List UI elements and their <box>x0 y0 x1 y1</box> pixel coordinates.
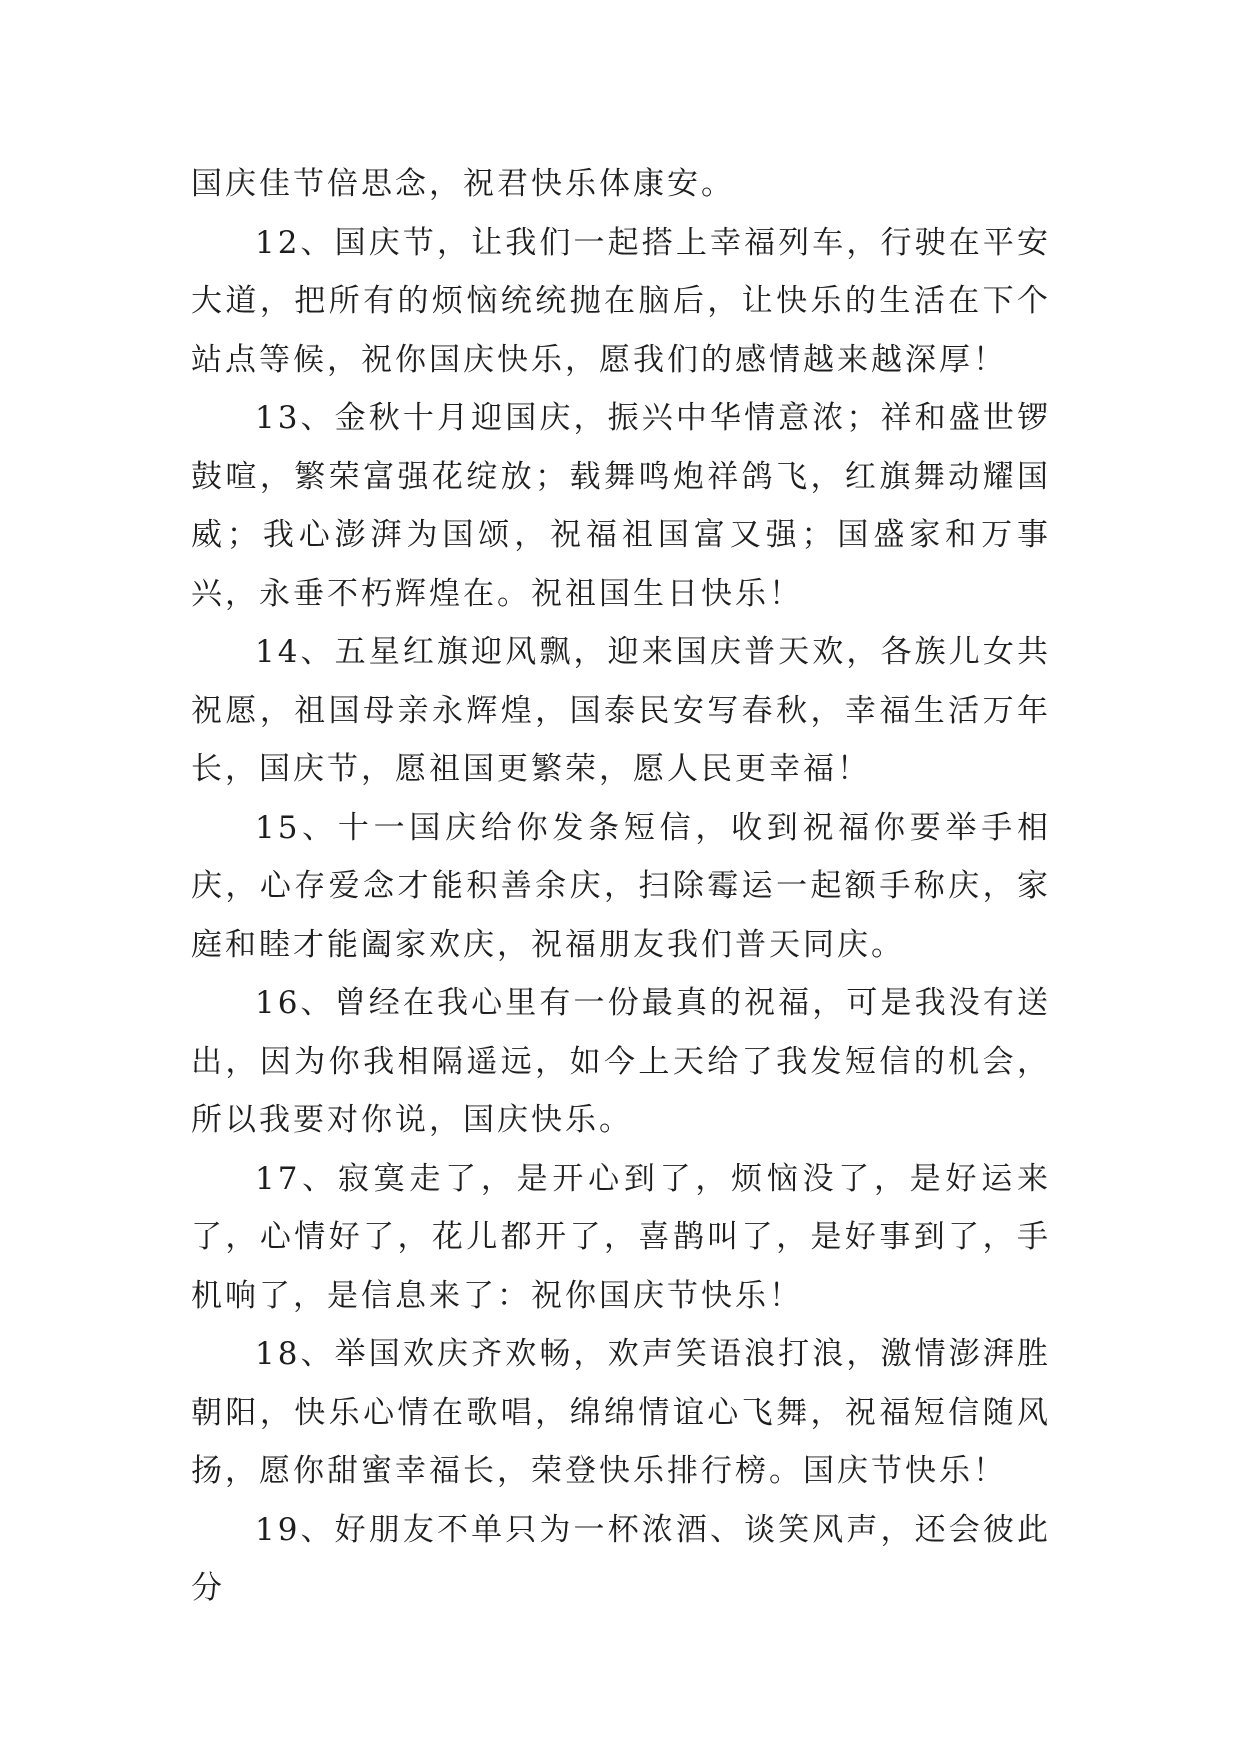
paragraph-item-17: 17、寂寞走了，是开心到了，烦恼没了，是好运来了，心情好了，花儿都开了，喜鹊叫了，是好事到了，手机响了，是信息来了：祝你国庆节快乐！ <box>191 1160 1051 1314</box>
paragraph-item-16: 16、曾经在我心里有一份最真的祝福，可是我没有送出，因为你我相隔遥远，如今上天给了我发短信的机会，所以我要对你说，国庆快乐。 <box>191 985 1051 1138</box>
paragraph-item-12: 12、国庆节，让我们一起搭上幸福列车，行驶在平安大道，把所有的烦恼统统抛在脑后，让快乐的生活在下个站点等候，祝你国庆快乐，愿我们的感情越来越深厚！ <box>191 224 1051 378</box>
paragraph-item-19: 19、好朋友不单只为一杯浓酒、谈笑风声，还会彼此分 <box>191 1511 1051 1606</box>
paragraph-continuation: 国庆佳节倍思念，祝君快乐体康安。 <box>191 166 735 202</box>
paragraph-item-13: 13、金秋十月迎国庆，振兴中华情意浓；祥和盛世锣鼓喧，繁荣富强花绽放；载舞鸣炮祥鸽飞，红旗舞动耀国威；我心澎湃为国颂，祝福祖国富又强；国盛家和万事兴，永垂不朽辉煌在。祝祖国生日快乐！ <box>191 400 1051 612</box>
paragraph-item-15: 15、十一国庆给你发条短信，收到祝福你要举手相庆，心存爱念才能积善余庆，扫除霉运一起额手称庆，家庭和睦才能阖家欢庆，祝福朋友我们普天同庆。 <box>191 809 1051 963</box>
paragraph-item-14: 14、五星红旗迎风飘，迎来国庆普天欢，各族儿女共祝愿，祖国母亲永辉煌，国泰民安写春秋，幸福生活万年长，国庆节，愿祖国更繁荣，愿人民更幸福！ <box>191 634 1051 787</box>
paragraph-item-18: 18、举国欢庆齐欢畅，欢声笑语浪打浪，激情澎湃胜朝阳，快乐心情在歌唱，绵绵情谊心飞舞，祝福短信随风扬，愿你甜蜜幸福长，荣登快乐排行榜。国庆节快乐！ <box>191 1336 1051 1489</box>
document-body <box>191 155 1051 1618</box>
